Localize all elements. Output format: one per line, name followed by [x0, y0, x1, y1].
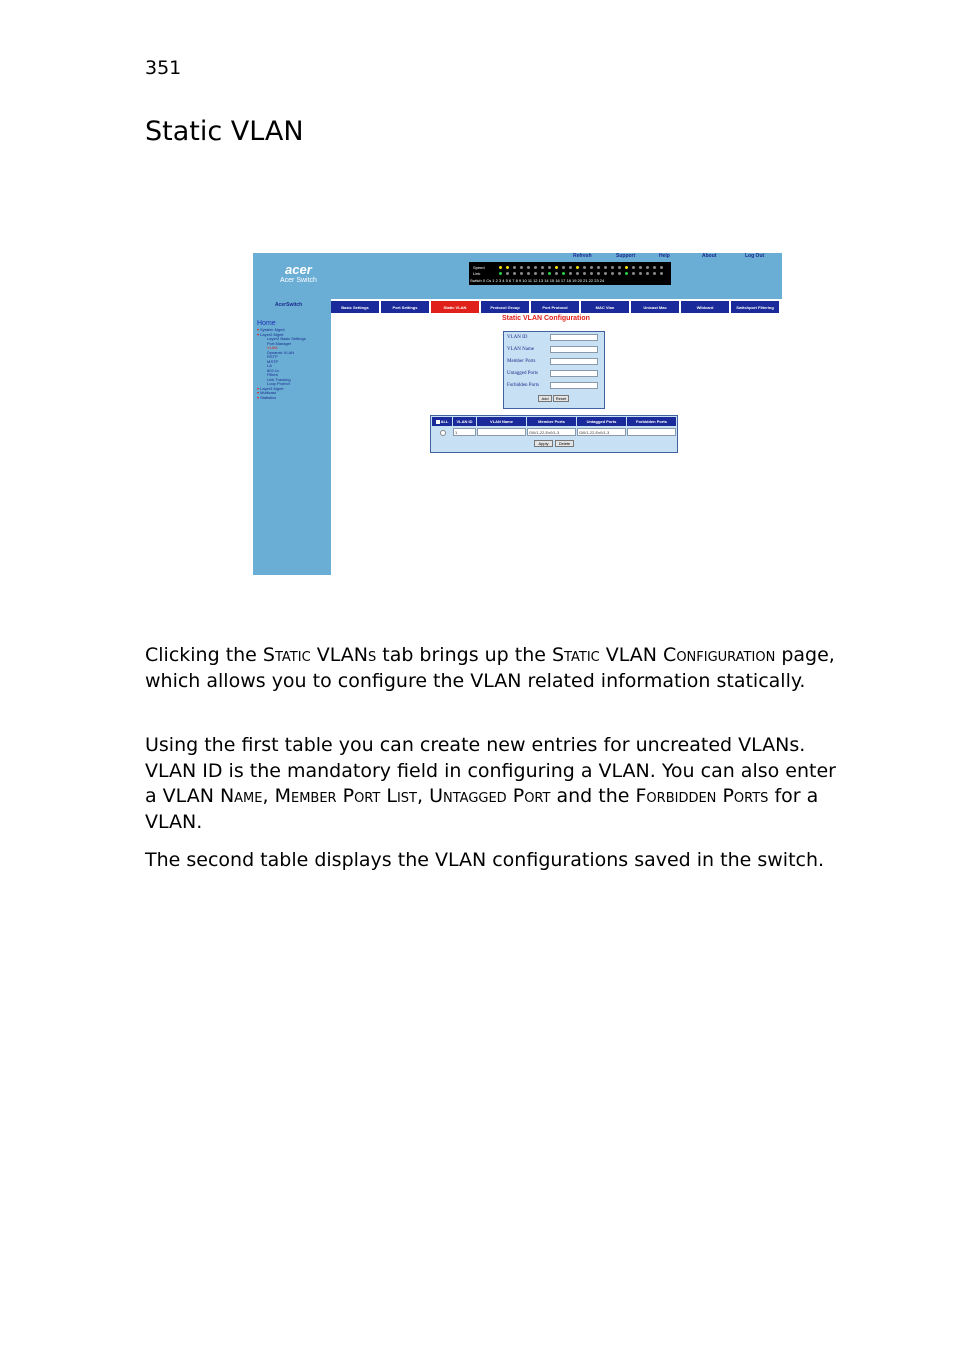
sidebar-item-loop-protect[interactable]: Loop Protect [267, 381, 290, 386]
cell-member-ports[interactable]: Gi0/1-22,Ex0/1-3 [527, 428, 576, 436]
delete-button[interactable]: Delete [555, 440, 574, 447]
tab-protocol-group[interactable]: Protocol Group [481, 301, 529, 313]
sidebar-item-layer2-mgmt[interactable]: ▾ Layer2 Mgmt [257, 333, 306, 338]
vlan-id-label: VLAN ID [507, 335, 528, 340]
speed-label: Speed [473, 265, 485, 270]
sidebar-home[interactable]: Home [257, 320, 276, 327]
section-heading: Static VLAN [145, 116, 304, 147]
sidebar-item-dynamic-vlan[interactable]: Dynamic VLAN [267, 349, 295, 355]
tab-bar [331, 301, 779, 313]
col-member-ports: Member Ports [527, 417, 576, 426]
vlan-create-form [503, 331, 605, 409]
tab-wildcard[interactable]: Wildcard [681, 301, 729, 313]
port-led-panel [469, 262, 671, 285]
paragraph-1: Clicking the Static VLANs tab brings up the Static VLAN Configuration page, which allows you to configure the VLAN related information statically. [145, 644, 835, 692]
col-untagged-ports: Untagged Ports [577, 417, 626, 426]
apply-button[interactable]: Apply [534, 440, 553, 447]
tab-mac-vlan[interactable]: MAC Vlan [581, 301, 629, 313]
help-link[interactable]: Help [659, 253, 670, 259]
sidebar-item-mstp[interactable]: MSTP [267, 358, 279, 364]
link-label: Link [473, 271, 481, 276]
member-ports-label: Member Ports [507, 359, 536, 364]
select-all-checkbox[interactable] [436, 420, 440, 424]
sidebar-item-layer2-basic[interactable]: Layer2 Basic Settings [267, 336, 306, 341]
static-vlan-screenshot [253, 253, 782, 575]
tab-port-settings[interactable]: Port Settings [381, 301, 429, 313]
vlan-table [430, 415, 678, 453]
sidebar [253, 313, 331, 575]
page-number: 351 [145, 57, 182, 79]
paragraph-2: Using the first table you can create new entries for uncreated VLANs. VLAN ID is the mandatory field in configuring a VLAN. You can also enter a VLAN Name, Member Port List, Untagged Port and the Forbidden Ports for a VLAN. [145, 734, 836, 833]
support-link[interactable]: Support [616, 253, 636, 259]
speed-led-row [473, 265, 663, 270]
cell-vlan-name[interactable] [477, 428, 526, 436]
col-all[interactable] [432, 417, 452, 426]
acer-logo: acer [285, 262, 312, 277]
sidebar-item-filters[interactable]: Filters [267, 372, 278, 377]
port-numbers: Switch 0 Cs 1 2 3 4 5 6 7 8 9 10 11 12 13 14 15 16 17 18 19 20 21 22 23 24 [470, 278, 605, 283]
tab-port-protocol[interactable]: Port Protocol [531, 301, 579, 313]
brand-bar [253, 299, 331, 313]
add-button[interactable]: Add [538, 395, 552, 402]
config-title: Static VLAN Configuration [502, 315, 590, 322]
vlan-name-label: VLAN Name [507, 347, 535, 352]
sidebar-item-vlan[interactable]: VLAN [267, 345, 278, 350]
sidebar-item-port-manager[interactable]: Port Manager [267, 340, 292, 346]
sidebar-item-la[interactable]: LA [267, 363, 272, 368]
paragraph-3: The second table displays the VLAN configurations saved in the switch. [145, 849, 825, 871]
about-link[interactable]: About [702, 253, 717, 259]
vlan-name-input[interactable] [550, 346, 598, 353]
sidebar-item-layer3-mgmt[interactable]: ▾ Layer3 Mgmt [257, 387, 306, 392]
col-forbidden-ports: Forbidden Ports [627, 417, 676, 426]
sidebar-item-multicast[interactable]: ▾ Multicast [257, 391, 306, 396]
untagged-ports-label: Untagged Ports [507, 371, 538, 376]
vlan-id-input[interactable] [550, 334, 598, 341]
cell-untagged-ports[interactable]: Gi0/1-22,Ex0/1-3 [577, 428, 626, 436]
logout-link[interactable]: Log Out [745, 253, 765, 259]
header-banner [253, 253, 782, 299]
tab-switchport-filtering[interactable]: Switchport Filtering [731, 301, 779, 313]
brand-label: AcerSwitch [275, 302, 303, 308]
forbidden-ports-input[interactable] [550, 382, 598, 389]
sidebar-item-8021x[interactable]: 802.1x [267, 367, 280, 373]
tab-unicast-mac[interactable]: Unicast Mac [631, 301, 679, 313]
forbidden-ports-label: Forbidden Ports [507, 383, 540, 388]
logo-subtitle: Acer Switch [280, 277, 317, 284]
sidebar-item-system-mgmt[interactable]: ▾ System Mgmt [257, 328, 306, 333]
untagged-ports-input[interactable] [550, 370, 598, 377]
cell-vlan-id[interactable]: 1 [453, 428, 476, 436]
row-radio[interactable] [440, 430, 446, 436]
col-all-label: ALL [440, 419, 449, 424]
tab-static-vlan[interactable]: Static VLAN [431, 301, 479, 313]
sidebar-menu [257, 328, 306, 400]
link-led-row [473, 271, 663, 276]
top-links [573, 253, 782, 259]
reset-button[interactable]: Reset [553, 395, 569, 402]
sidebar-item-statistics[interactable]: ▾ Statistics [257, 396, 306, 401]
refresh-link[interactable]: Refresh [573, 253, 592, 259]
member-ports-input[interactable] [550, 358, 598, 365]
sidebar-item-link-tracking[interactable]: Link Tracking [267, 376, 291, 382]
col-vlan-name: VLAN Name [477, 417, 526, 426]
col-vlan-id: VLAN ID [453, 417, 476, 426]
cell-forbidden-ports[interactable] [627, 428, 676, 436]
tab-basic-settings[interactable]: Basic Settings [331, 301, 379, 313]
sidebar-item-rstp[interactable]: RSTP [267, 354, 278, 359]
